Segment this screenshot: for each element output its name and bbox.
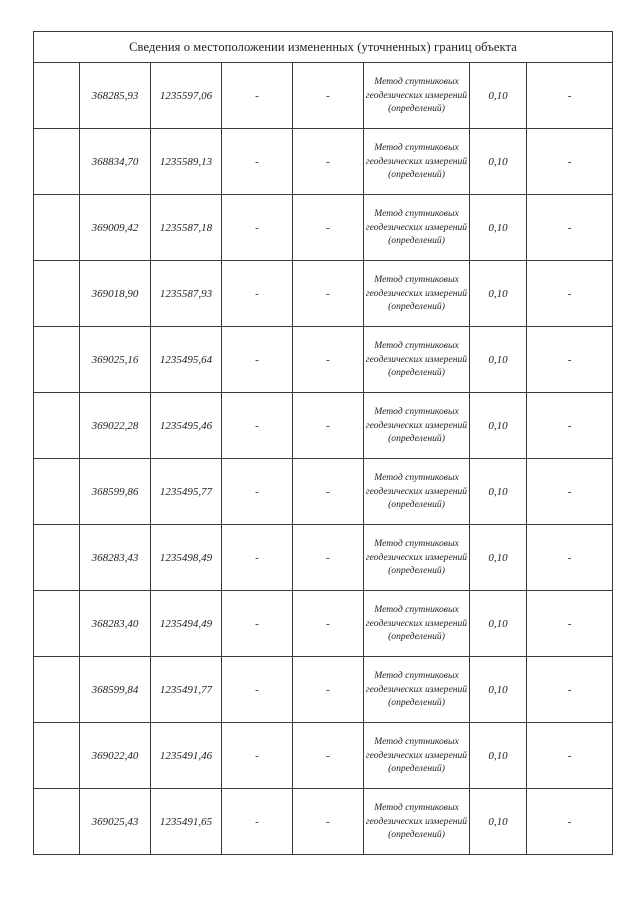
table-row <box>34 525 613 591</box>
old-coordinate-y-cell: - <box>293 525 364 591</box>
point-number-cell <box>34 63 80 129</box>
coordinate-x-cell: 368283,40 <box>80 591 151 657</box>
accuracy-cell: 0,10 <box>470 195 527 261</box>
measurement-method-cell: Метод спутниковых геодезических измерений (определений) <box>364 261 470 327</box>
point-description-cell: - <box>527 393 613 459</box>
accuracy-cell: 0,10 <box>470 459 527 525</box>
table-row <box>34 129 613 195</box>
accuracy-cell: 0,10 <box>470 591 527 657</box>
coordinate-y-cell: 1235597,06 <box>151 63 222 129</box>
old-coordinate-x-cell: - <box>222 723 293 789</box>
table-row <box>34 261 613 327</box>
coordinate-y-cell: 1235495,46 <box>151 393 222 459</box>
table-row <box>34 789 613 855</box>
table-title: Сведения о местоположении измененных (уточненных) границ объекта <box>34 32 613 63</box>
table-row <box>34 195 613 261</box>
old-coordinate-x-cell: - <box>222 327 293 393</box>
point-description-cell: - <box>527 63 613 129</box>
old-coordinate-x-cell: - <box>222 393 293 459</box>
accuracy-cell: 0,10 <box>470 393 527 459</box>
table-row <box>34 63 613 129</box>
measurement-method-cell: Метод спутниковых геодезических измерений (определений) <box>364 63 470 129</box>
table-row <box>34 327 613 393</box>
coordinate-y-cell: 1235589,13 <box>151 129 222 195</box>
old-coordinate-y-cell: - <box>293 261 364 327</box>
point-description-cell: - <box>527 129 613 195</box>
point-description-cell: - <box>527 723 613 789</box>
accuracy-cell: 0,10 <box>470 723 527 789</box>
point-description-cell: - <box>527 657 613 723</box>
old-coordinate-y-cell: - <box>293 63 364 129</box>
old-coordinate-x-cell: - <box>222 525 293 591</box>
accuracy-cell: 0,10 <box>470 63 527 129</box>
accuracy-cell: 0,10 <box>470 657 527 723</box>
coordinate-y-cell: 1235491,77 <box>151 657 222 723</box>
point-description-cell: - <box>527 525 613 591</box>
measurement-method-cell: Метод спутниковых геодезических измерений (определений) <box>364 195 470 261</box>
old-coordinate-y-cell: - <box>293 657 364 723</box>
old-coordinate-x-cell: - <box>222 459 293 525</box>
coordinate-y-cell: 1235491,65 <box>151 789 222 855</box>
accuracy-cell: 0,10 <box>470 789 527 855</box>
coordinate-x-cell: 368285,93 <box>80 63 151 129</box>
coordinate-x-cell: 368834,70 <box>80 129 151 195</box>
old-coordinate-y-cell: - <box>293 789 364 855</box>
measurement-method-cell: Метод спутниковых геодезических измерений (определений) <box>364 393 470 459</box>
old-coordinate-x-cell: - <box>222 591 293 657</box>
coordinate-x-cell: 368283,43 <box>80 525 151 591</box>
old-coordinate-x-cell: - <box>222 657 293 723</box>
point-number-cell <box>34 723 80 789</box>
point-description-cell: - <box>527 261 613 327</box>
point-number-cell <box>34 591 80 657</box>
accuracy-cell: 0,10 <box>470 327 527 393</box>
coordinate-y-cell: 1235587,18 <box>151 195 222 261</box>
point-description-cell: - <box>527 789 613 855</box>
coordinate-x-cell: 369022,40 <box>80 723 151 789</box>
measurement-method-cell: Метод спутниковых геодезических измерений (определений) <box>364 129 470 195</box>
old-coordinate-y-cell: - <box>293 393 364 459</box>
table-row <box>34 723 613 789</box>
measurement-method-cell: Метод спутниковых геодезических измерений (определений) <box>364 723 470 789</box>
point-number-cell <box>34 327 80 393</box>
coordinate-y-cell: 1235495,77 <box>151 459 222 525</box>
measurement-method-cell: Метод спутниковых геодезических измерений (определений) <box>364 789 470 855</box>
coordinate-x-cell: 369022,28 <box>80 393 151 459</box>
point-number-cell <box>34 459 80 525</box>
coordinate-x-cell: 369018,90 <box>80 261 151 327</box>
accuracy-cell: 0,10 <box>470 129 527 195</box>
old-coordinate-x-cell: - <box>222 261 293 327</box>
point-description-cell: - <box>527 591 613 657</box>
old-coordinate-y-cell: - <box>293 459 364 525</box>
table-row <box>34 657 613 723</box>
table-row <box>34 459 613 525</box>
old-coordinate-x-cell: - <box>222 789 293 855</box>
coordinate-y-cell: 1235491,46 <box>151 723 222 789</box>
coordinate-x-cell: 369009,42 <box>80 195 151 261</box>
coordinate-y-cell: 1235498,49 <box>151 525 222 591</box>
old-coordinate-x-cell: - <box>222 63 293 129</box>
table-body <box>34 63 613 855</box>
point-number-cell <box>34 195 80 261</box>
old-coordinate-y-cell: - <box>293 129 364 195</box>
accuracy-cell: 0,10 <box>470 261 527 327</box>
point-number-cell <box>34 129 80 195</box>
point-number-cell <box>34 657 80 723</box>
old-coordinate-x-cell: - <box>222 129 293 195</box>
coordinate-y-cell: 1235587,93 <box>151 261 222 327</box>
coordinate-x-cell: 369025,43 <box>80 789 151 855</box>
measurement-method-cell: Метод спутниковых геодезических измерений (определений) <box>364 327 470 393</box>
point-number-cell <box>34 789 80 855</box>
coordinate-x-cell: 368599,84 <box>80 657 151 723</box>
old-coordinate-y-cell: - <box>293 723 364 789</box>
coordinate-x-cell: 369025,16 <box>80 327 151 393</box>
point-description-cell: - <box>527 195 613 261</box>
old-coordinate-y-cell: - <box>293 195 364 261</box>
point-number-cell <box>34 525 80 591</box>
coordinate-x-cell: 368599,86 <box>80 459 151 525</box>
point-number-cell <box>34 261 80 327</box>
measurement-method-cell: Метод спутниковых геодезических измерений (определений) <box>364 591 470 657</box>
old-coordinate-y-cell: - <box>293 591 364 657</box>
coordinate-y-cell: 1235495,64 <box>151 327 222 393</box>
coordinate-y-cell: 1235494,49 <box>151 591 222 657</box>
accuracy-cell: 0,10 <box>470 525 527 591</box>
measurement-method-cell: Метод спутниковых геодезических измерений (определений) <box>364 525 470 591</box>
boundary-coordinates-table <box>33 31 613 855</box>
old-coordinate-y-cell: - <box>293 327 364 393</box>
measurement-method-cell: Метод спутниковых геодезических измерений (определений) <box>364 459 470 525</box>
point-description-cell: - <box>527 327 613 393</box>
point-number-cell <box>34 393 80 459</box>
measurement-method-cell: Метод спутниковых геодезических измерений (определений) <box>364 657 470 723</box>
point-description-cell: - <box>527 459 613 525</box>
table-row <box>34 393 613 459</box>
old-coordinate-x-cell: - <box>222 195 293 261</box>
table-row <box>34 591 613 657</box>
